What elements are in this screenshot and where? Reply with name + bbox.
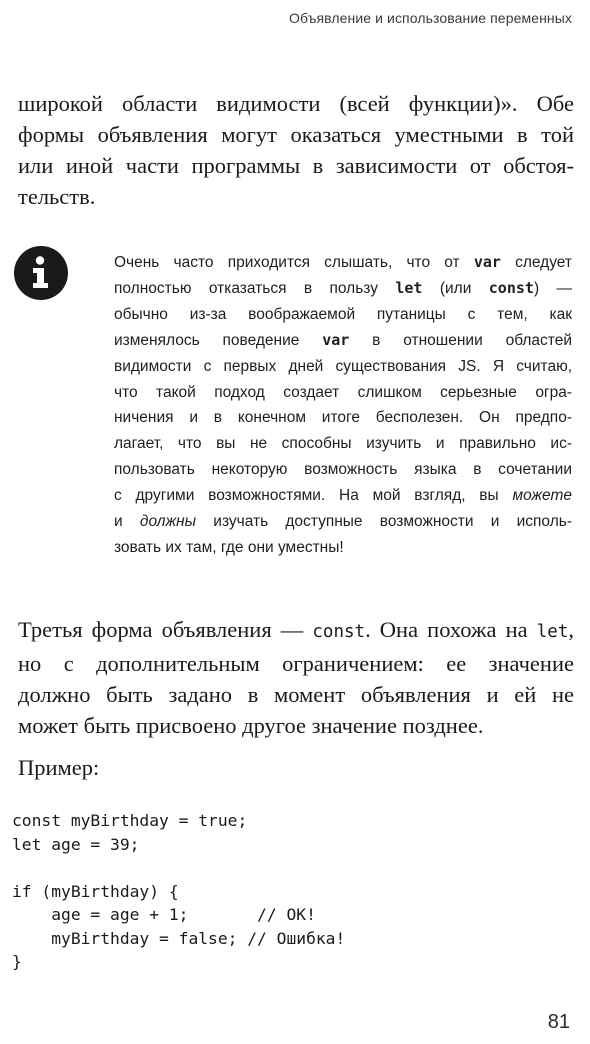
note-line: с другими возможностями. На мой взгляд, вы можете bbox=[114, 487, 572, 505]
note-line: обычно из-за воображаемой путаницы с тем, как bbox=[114, 305, 572, 323]
code-line: const myBirthday = true; bbox=[12, 811, 248, 830]
text-line: может быть присвоено другое значение позднее. bbox=[18, 713, 484, 738]
note-line: полностью отказаться в пользу let (или const) — bbox=[114, 278, 572, 297]
page-number: 81 bbox=[547, 1011, 570, 1033]
text-line: или иной части программы в зависимости от обстоя- bbox=[18, 153, 574, 178]
text-line: тельств. bbox=[18, 184, 96, 209]
text-line: формы объявления могут оказаться уместными в той bbox=[18, 122, 574, 147]
info-icon bbox=[13, 245, 69, 301]
inline-code: var bbox=[322, 330, 350, 349]
emphasis: можете bbox=[512, 487, 572, 505]
text-line: должно быть задано в момент объявления и ей не bbox=[18, 682, 574, 707]
code-example bbox=[12, 809, 345, 974]
note-line: лагает, что вы не способны изучить и правильно ис- bbox=[114, 435, 572, 453]
info-note bbox=[114, 250, 572, 561]
paragraph-const-description bbox=[18, 614, 574, 741]
emphasis: должны bbox=[139, 513, 197, 531]
inline-code: var bbox=[473, 253, 501, 271]
note-line: и должны изучать доступные возможности и исполь- bbox=[114, 513, 572, 531]
code-line: let age = 39; bbox=[12, 834, 140, 854]
note-line: видимости с первых дней существования JS. Я считаю, bbox=[114, 357, 572, 375]
code-line: age = age + 1; // OK! bbox=[12, 905, 316, 924]
note-line: зовать их там, где они уместны! bbox=[114, 538, 344, 556]
note-line: Очень часто приходится слышать, что от var следует bbox=[114, 253, 572, 271]
note-line: что такой подход создает слишком серьезные огра- bbox=[114, 383, 572, 401]
example-label: Пример: bbox=[18, 755, 100, 780]
running-head: Объявление и использование переменных bbox=[288, 10, 572, 26]
code-line: } bbox=[12, 952, 22, 971]
inline-code: let bbox=[395, 278, 423, 297]
note-line: ничения и в конечном итоге бесполезен. Он предпо- bbox=[114, 409, 572, 427]
text-line: но с дополнительным ограничением: ее значение bbox=[18, 651, 574, 676]
text-line: Третья форма объявления — const. Она похожа на let, bbox=[18, 617, 574, 642]
inline-code: const bbox=[312, 622, 366, 642]
inline-code: const bbox=[488, 278, 534, 297]
text-line: широкой области видимости (всей функции)». Обе bbox=[18, 91, 574, 116]
note-line: изменялось поведение var в отношении областей bbox=[114, 330, 572, 349]
code-line: myBirthday = false; // Ошибка! bbox=[12, 928, 346, 948]
code-line bbox=[12, 856, 345, 880]
paragraph-scope-conclusion bbox=[18, 88, 574, 212]
inline-code: let bbox=[536, 622, 569, 642]
code-line: if (myBirthday) { bbox=[12, 881, 179, 901]
note-line: пользовать некоторую возможность языка в сочетании bbox=[114, 461, 572, 479]
